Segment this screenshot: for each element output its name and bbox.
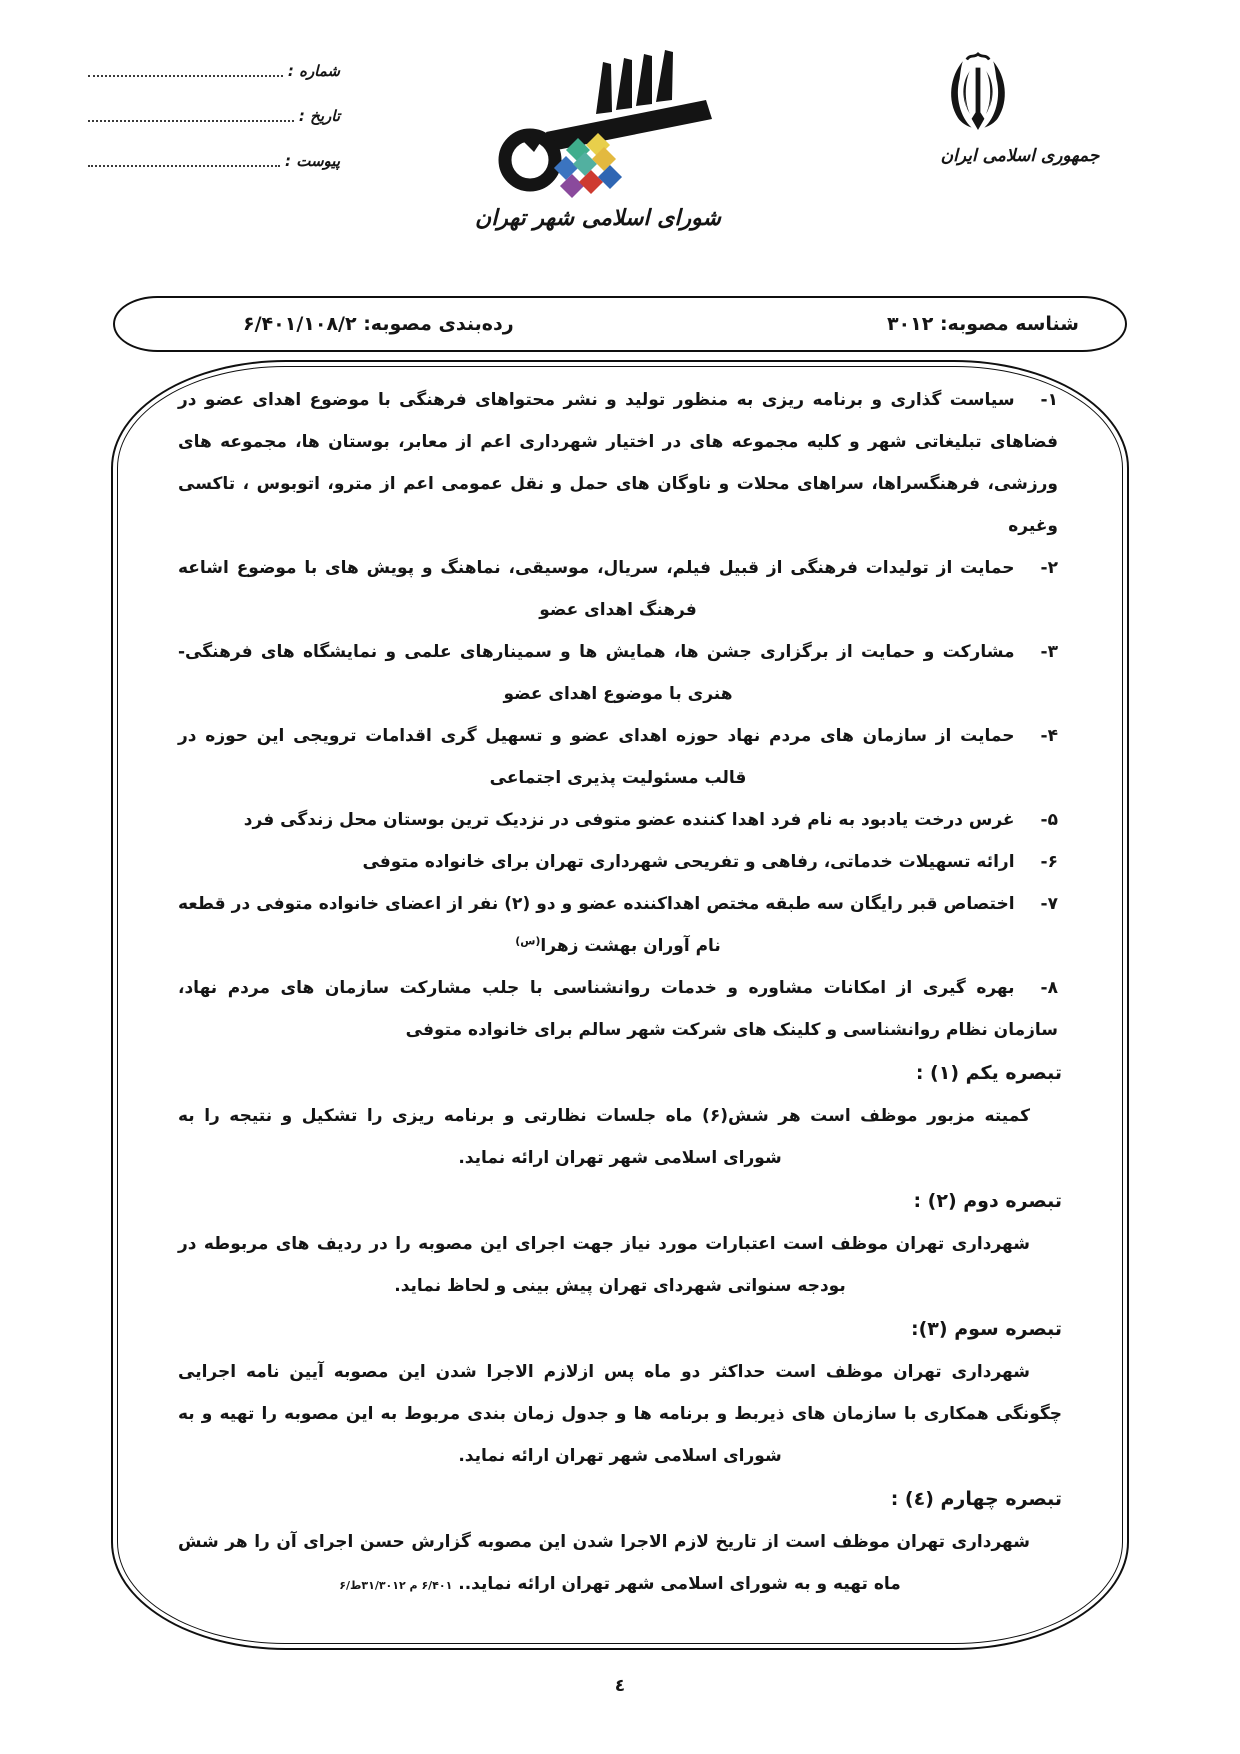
dotted-line (88, 108, 294, 122)
note-4-text (178, 1521, 1062, 1607)
list-item-2 (178, 547, 1062, 631)
number-label: شماره : (287, 62, 340, 80)
reference-code: ۶/۴۰۱ م ۳۱/۳۰۱۲ط/۶ (339, 1579, 453, 1592)
note-3-title: تبصره سوم (۳): (911, 1318, 1062, 1340)
item-number: ۱- (1040, 390, 1058, 410)
meta-bar (113, 296, 1127, 352)
list-item-6 (178, 841, 1062, 883)
item-number: ۳- (1040, 642, 1058, 662)
resolution-text (178, 379, 1062, 1617)
list-item-8 (178, 967, 1062, 1051)
item-number: ۲- (1040, 558, 1058, 578)
item-text: بهره گیری از امکانات مشاوره و خدمات روانشناسی با جلب مشارکت سازمان های مردم نهاد، سازمان نظام روانشناسی و کلینک های شرکت شهر سالم برای خانواده متوفی (178, 978, 1058, 1040)
dotted-line (88, 63, 283, 77)
form-field-date (88, 101, 340, 125)
form-field-number (88, 56, 340, 80)
footnote-marker: (س) (515, 934, 541, 948)
note-3-text: شهرداری تهران موظف است حداکثر دو ماه پس ازلازم الاجرا شدن این مصوبه آیین نامه اجرایی چگونگی همکاری با سازمان های ذیربط و برنامه ها و جدول زمان بندی مربوط به این مصوبه را تهیه و به شورای اسلامی شهر تهران ارائه نماید. (178, 1362, 1062, 1466)
content-box (111, 360, 1129, 1650)
item-text: مشارکت و حمایت از برگزاری جشن ها، همایش ها و سمینارهای علمی و نمایشگاه های فرهنگی- هنری با موضوع اهدای عضو (178, 642, 1015, 704)
list-item-1 (178, 379, 1062, 547)
item-number: ۴- (1040, 726, 1058, 746)
date-label: تاریخ : (298, 107, 340, 125)
item-text: سیاست گذاری و برنامه ریزی به منظور تولید و نشر محتواهای فرهنگی با موضوع اهدای عضو در فضاهای تبلیغاتی شهر و کلیه مجموعه های در اختیار شهرداری اعم از معابر، بوستان ها، مجموعه های ورزشی، فرهنگسراها، سراهای محلات و ناوگان های حمل و نقل عمومی اعم از مترو، اتوبوس ، تاکسی وغیره (178, 390, 1058, 536)
item-number: ۵- (1040, 810, 1058, 830)
iran-emblem-caption: جمهوری اسلامی ایران (940, 146, 1100, 166)
resolution-id: شناسه مصوبه: ۳۰۱۲ (886, 313, 1079, 335)
item-text: حمایت از سازمان های مردم نهاد حوزه اهدای عضو و تسهیل گری اقدامات ترویجی این حوزه در قالب مسئولیت پذیری اجتماعی (178, 726, 1015, 788)
item-text: ارائه تسهیلات خدماتی، رفاهی و تفریحی شهرداری تهران برای خانواده متوفی (362, 852, 1015, 872)
council-logo-caption: شورای اسلامی شهر تهران (475, 206, 721, 231)
note-2-text: شهرداری تهران موظف است اعتبارات مورد نیاز جهت اجرای این مصوبه را در ردیف های مربوطه در بودجه سنواتی شهردای تهران پیش بینی و لحاظ نماید. (178, 1234, 1030, 1296)
page-number: ٤ (614, 1676, 626, 1696)
note-2-title: تبصره دوم (۲) : (913, 1190, 1062, 1212)
resolution-classification: رده‌بندی مصوبه: ۶/۴۰۱/۱۰۸/۲ (243, 313, 514, 335)
list-item-5 (178, 799, 1062, 841)
item-text: اختصاص قبر رایگان سه طبقه مختص اهداکننده عضو و دو (۲) نفر از اعضای خانواده متوفی در قطعه نام آوران بهشت زهرا (178, 894, 1015, 956)
note-4-body: شهرداری تهران موظف است از تاریخ لازم الاجرا شدن این مصوبه گزارش حسن اجرای آن را هر شش ماه تهیه و به شورای اسلامی شهر تهران ارائه نماید.. (178, 1532, 1030, 1594)
attachment-label: پیوست : (285, 152, 340, 170)
item-number: ۷- (1040, 894, 1058, 914)
item-number: ۸- (1040, 978, 1058, 998)
note-4-title: تبصره چهارم (٤) : (890, 1488, 1062, 1510)
note-1-text: کمیته مزبور موظف است هر شش(۶) ماه جلسات نظارتی و برنامه ریزی را تشکیل و نتیجه را به شورای اسلامی شهر تهران ارائه نماید. (178, 1106, 1030, 1168)
list-item-4 (178, 715, 1062, 799)
item-text: غرس درخت یادبود به نام فرد اهدا کننده عضو متوفی در نزدیک ترین بوستان محل زندگی فرد (243, 810, 1015, 830)
form-field-attachment (88, 146, 340, 170)
council-logo-mark-icon (478, 38, 718, 206)
list-item-7 (178, 883, 1062, 967)
note-1-title: تبصره یکم (۱) : (915, 1062, 1062, 1084)
content-box-inner-border (117, 366, 1123, 1644)
reference-form-fields (88, 56, 340, 191)
item-number: ۶- (1040, 852, 1058, 872)
dotted-line (88, 153, 280, 167)
council-logo (468, 38, 728, 231)
iran-emblem (928, 44, 1028, 148)
list-item-3 (178, 631, 1062, 715)
item-text: حمایت از تولیدات فرهنگی از قبیل فیلم، سریال، موسیقی، نماهنگ و پویش های با موضوع اشاعه فرهنگ اهدای عضو (178, 558, 1015, 620)
iran-emblem-icon (930, 44, 1026, 144)
